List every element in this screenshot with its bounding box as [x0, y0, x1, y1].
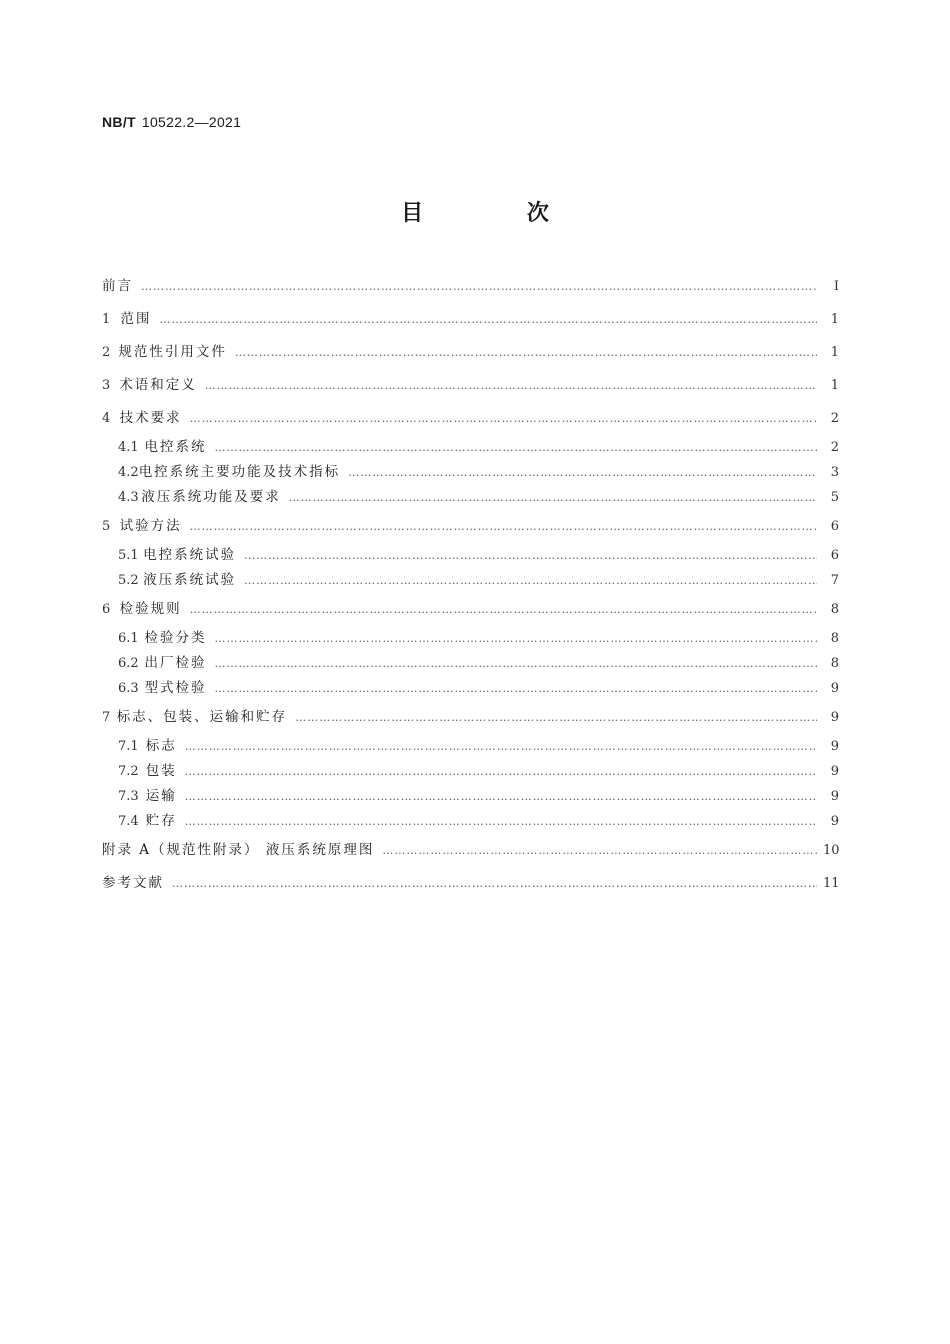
toc-entry-page-number: 1 — [830, 378, 839, 393]
toc-entry-number: 5.2 — [118, 573, 139, 588]
toc-entry-number: 1 — [102, 312, 111, 327]
toc-entry-label: 液压系统试验 — [143, 572, 237, 588]
toc-entry-label: 运输 — [145, 788, 177, 804]
toc-entry[interactable] — [102, 595, 839, 628]
toc-entry-label: 技术要求 — [119, 410, 182, 426]
toc-dot-leader — [214, 679, 817, 699]
toc-dot-leader — [244, 546, 817, 566]
toc-dot-leader — [244, 571, 817, 591]
toc-entry[interactable] — [102, 272, 839, 305]
toc-entry[interactable] — [102, 836, 839, 869]
toc-entry-page-number: 2 — [830, 440, 839, 455]
toc-entry-label: 出厂检验 — [144, 655, 207, 671]
toc-entry[interactable] — [102, 512, 839, 545]
toc-entry-page-number: 9 — [830, 789, 839, 804]
table-of-contents — [102, 272, 839, 902]
toc-entry-page-number: 9 — [830, 739, 839, 754]
toc-entry-label: 电控系统试验 — [143, 547, 237, 563]
toc-entry-number: 4.2 — [118, 465, 139, 480]
toc-entry-page-number: 7 — [830, 573, 839, 588]
toc-entry[interactable] — [102, 462, 839, 487]
toc-entry[interactable] — [102, 487, 839, 512]
toc-entry-label: 型式检验 — [144, 680, 207, 696]
toc-entry-number: 4 — [102, 411, 111, 426]
toc-entry-page-number: 1 — [830, 345, 839, 360]
toc-entry-number: 7.4 — [118, 814, 139, 829]
toc-entry-page-number: 8 — [830, 656, 839, 671]
toc-entry[interactable] — [102, 545, 839, 570]
document-code-prefix: NB/T — [102, 114, 136, 130]
toc-entry[interactable] — [102, 338, 839, 371]
toc-entry-label: 前言 — [102, 278, 133, 294]
toc-entry-number: 3 — [102, 378, 111, 393]
toc-entry-label: 液压系统功能及要求 — [141, 489, 281, 505]
toc-dot-leader — [214, 629, 817, 649]
toc-entry-label: 术语和定义 — [119, 377, 197, 393]
toc-dot-leader — [190, 409, 817, 429]
toc-entry-label: 规范性引用文件 — [118, 344, 227, 360]
toc-dot-leader — [185, 737, 817, 757]
toc-entry[interactable] — [102, 869, 839, 902]
toc-dot-leader — [160, 310, 817, 330]
toc-dot-leader — [295, 708, 817, 728]
toc-entry-page-number: 5 — [830, 490, 839, 505]
toc-entry-page-number: 9 — [830, 764, 839, 779]
toc-entry-label: 检验规则 — [119, 601, 182, 617]
toc-entry[interactable] — [102, 811, 839, 836]
toc-dot-leader — [185, 812, 817, 832]
toc-dot-leader — [172, 874, 817, 894]
toc-dot-leader — [235, 343, 817, 363]
toc-entry-page-number: 6 — [830, 519, 839, 534]
toc-entry-page-number: 9 — [830, 814, 839, 829]
document-code-number: 10522.2—2021 — [141, 114, 242, 130]
toc-entry-number: 6.3 — [118, 681, 139, 696]
toc-dot-leader — [190, 600, 817, 620]
toc-entry-number: 7 — [102, 710, 111, 725]
document-code — [102, 114, 241, 130]
toc-entry-page-number: 11 — [823, 876, 840, 891]
toc-entry[interactable] — [102, 653, 839, 678]
toc-entry-label: 贮存 — [145, 813, 177, 829]
toc-entry-number: 7.1 — [118, 739, 139, 754]
toc-dot-leader — [214, 654, 817, 674]
toc-entry[interactable] — [102, 437, 839, 462]
toc-dot-leader — [214, 438, 817, 458]
toc-dot-leader — [141, 277, 817, 297]
toc-entry-label: 检验分类 — [144, 630, 207, 646]
toc-entry-number: 6.1 — [118, 631, 139, 646]
toc-dot-leader — [185, 787, 817, 807]
toc-entry[interactable] — [102, 761, 839, 786]
toc-entry-page-number: 8 — [830, 602, 839, 617]
toc-entry[interactable] — [102, 703, 839, 736]
toc-entry-label: 包装 — [145, 763, 177, 779]
toc-dot-leader — [185, 762, 817, 782]
toc-entry-number: 6.2 — [118, 656, 139, 671]
toc-entry-label: 试验方法 — [119, 518, 182, 534]
toc-entry-number: 7.2 — [118, 764, 139, 779]
toc-entry-number: 4.1 — [118, 440, 139, 455]
toc-entry-page-number: 6 — [830, 548, 839, 563]
toc-entry[interactable] — [102, 305, 839, 338]
toc-entry[interactable] — [102, 404, 839, 437]
toc-entry[interactable] — [102, 678, 839, 703]
toc-entry-label: 附录 A（规范性附录） 液压系统原理图 — [102, 842, 375, 858]
toc-entry[interactable] — [102, 786, 839, 811]
toc-entry-page-number: 3 — [830, 465, 839, 480]
toc-entry-number: 5 — [102, 519, 111, 534]
toc-dot-leader — [205, 376, 817, 396]
toc-entry-page-number: Ⅰ — [833, 279, 839, 294]
toc-entry-label: 标志 — [145, 738, 177, 754]
toc-dot-leader — [382, 841, 817, 861]
toc-entry-number: 6 — [102, 602, 111, 617]
toc-dot-leader — [348, 463, 817, 483]
toc-entry-page-number: 9 — [830, 710, 839, 725]
toc-entry-page-number: 8 — [830, 631, 839, 646]
toc-entry-number: 7.3 — [118, 789, 139, 804]
toc-entry-page-number: 10 — [823, 843, 840, 858]
toc-entry-label: 参考文献 — [102, 875, 164, 891]
toc-dot-leader — [190, 517, 817, 537]
toc-entry-page-number: 1 — [830, 312, 839, 327]
toc-entry[interactable] — [102, 628, 839, 653]
toc-entry-page-number: 9 — [830, 681, 839, 696]
toc-entry-label: 范围 — [120, 311, 152, 327]
toc-entry-label: 标志、包装、运输和贮存 — [116, 709, 288, 725]
toc-entry-number: 2 — [102, 345, 111, 360]
toc-entry[interactable] — [102, 736, 839, 761]
toc-dot-leader — [289, 488, 817, 508]
toc-entry-page-number: 2 — [830, 411, 839, 426]
toc-entry[interactable] — [102, 570, 839, 595]
toc-entry-number: 5.1 — [118, 548, 139, 563]
toc-entry-label: 电控系统 — [144, 439, 207, 455]
toc-entry-number: 4.3 — [118, 490, 139, 505]
toc-entry-label: 电控系统主要功能及技术指标 — [138, 464, 341, 480]
toc-title: 目 次 — [401, 201, 597, 226]
toc-entry[interactable] — [102, 371, 839, 404]
